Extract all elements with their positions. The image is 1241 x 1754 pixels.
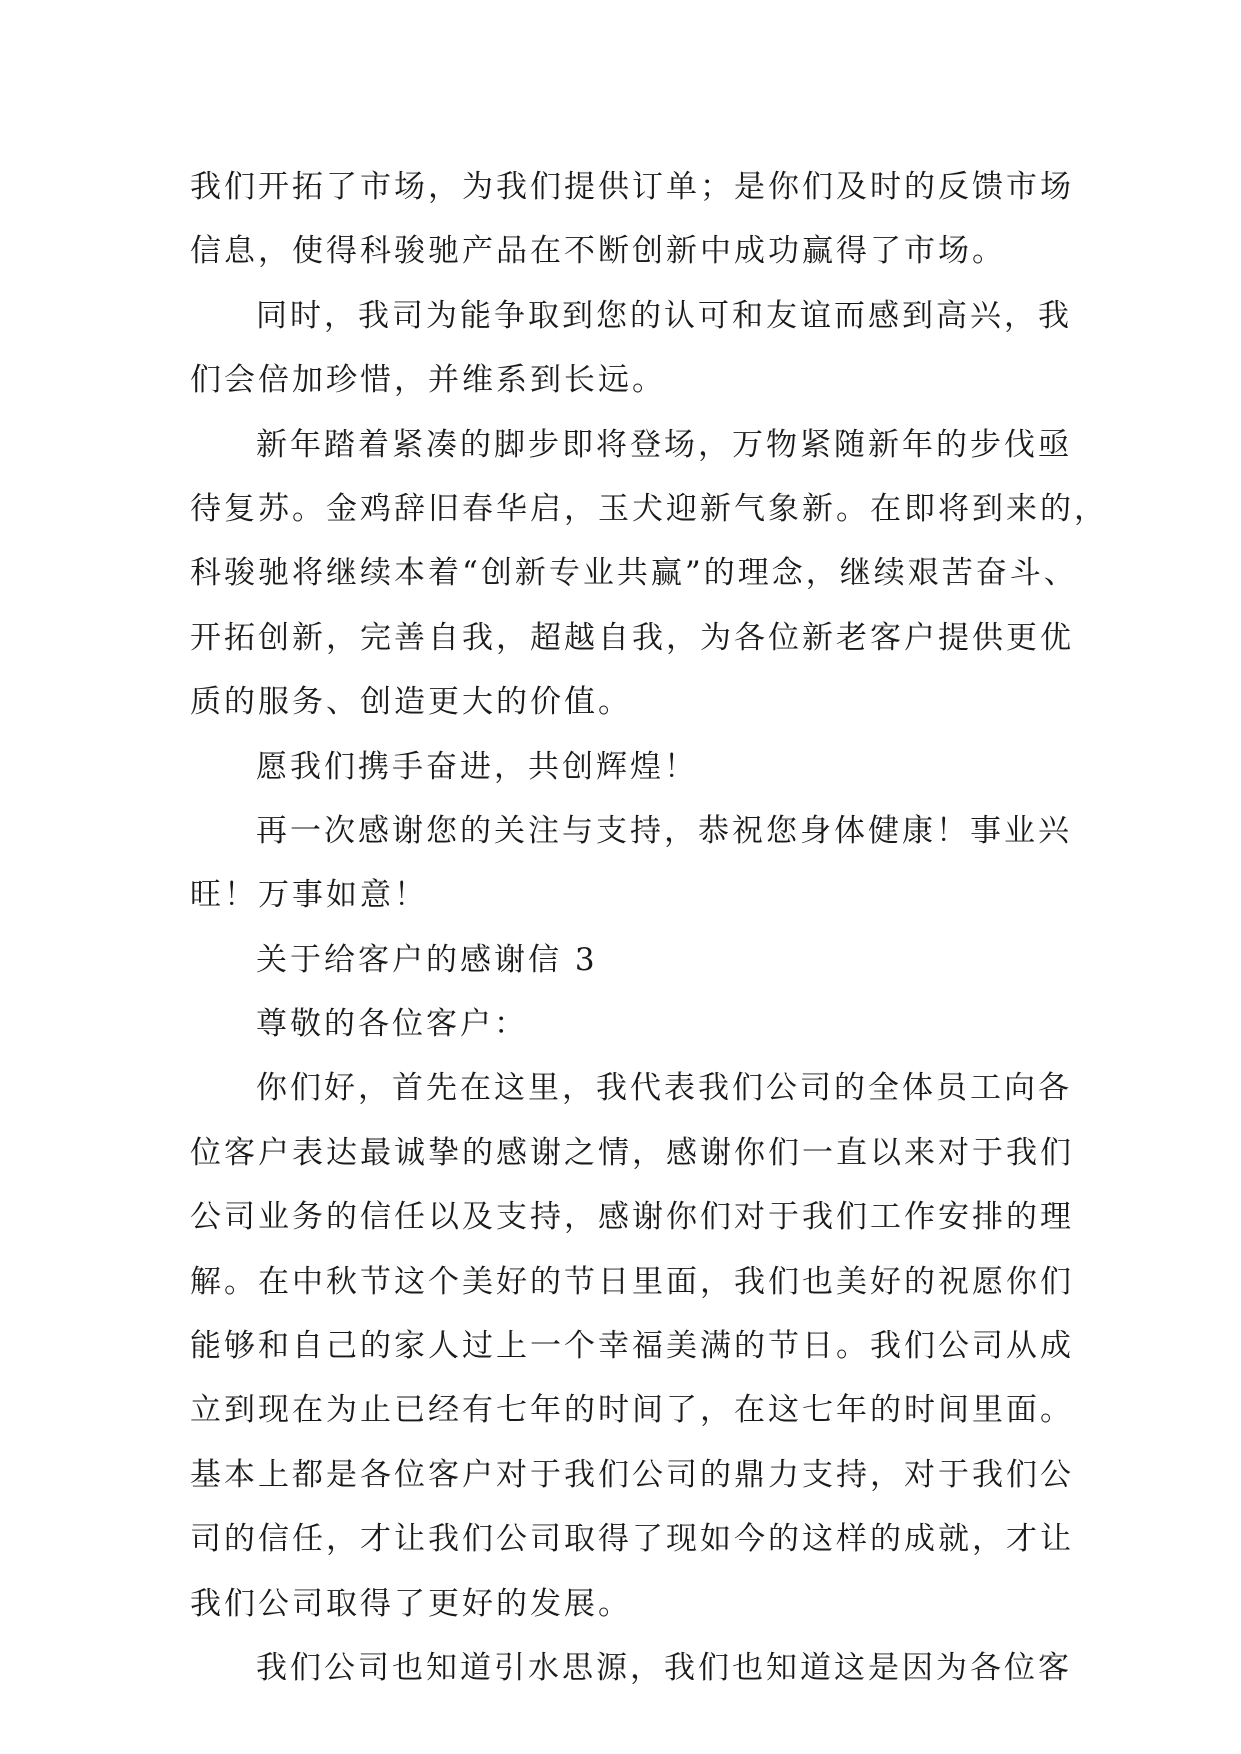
text-line: 我们公司取得了更好的发展。 (190, 1585, 632, 1622)
text-line: 立到现在为止已经有七年的时间了，在这七年的时间里面。 (190, 1392, 1074, 1429)
text-line: 质的服务、创造更大的价值。 (190, 684, 632, 721)
text-line: 我们开拓了市场，为我们提供订单；是你们及时的反馈市场 (190, 169, 1074, 205)
paragraph-start-line: 你们好，首先在这里，我代表我们公司的全体员工向各 (256, 1070, 1072, 1107)
text-line: 司的信任，才让我们公司取得了现如今的这样的成就，才让 (190, 1521, 1074, 1558)
paragraph-start-line: 愿我们携手奋进，共创辉煌！ (256, 748, 698, 785)
text-line: 旺！万事如意！ (190, 877, 428, 914)
text-line: 开拓创新，完善自我，超越自我，为各位新老客户提供更优 (190, 619, 1074, 656)
text-line: 们会倍加珍惜，并维系到长远。 (190, 362, 666, 399)
letter-heading: 关于给客户的感谢信 3 (256, 941, 598, 978)
letter-salutation: 尊敬的各位客户： (256, 1006, 528, 1043)
text-line: 能够和自己的家人过上一个幸福美满的节日。我们公司从成 (190, 1328, 1074, 1365)
text-line: 基本上都是各位客户对于我们公司的鼎力支持，对于我们公 (190, 1456, 1074, 1493)
text-line: 解。在中秋节这个美好的节日里面，我们也美好的祝愿你们 (190, 1263, 1074, 1300)
text-line: 位客户表达最诚挚的感谢之情，感谢你们一直以来对于我们 (190, 1134, 1074, 1171)
text-line: 科骏驰将继续本着“创新专业共赢”的理念，继续艰苦奋斗、 (190, 555, 1078, 592)
paragraph-start-line: 新年踏着紧凑的脚步即将登场，万物紧随新年的步伐亟 (256, 426, 1072, 463)
paragraph-start-line: 我们公司也知道引水思源，我们也知道这是因为各位客 (256, 1649, 1072, 1686)
text-line: 信息，使得科骏驰产品在不断创新中成功赢得了市场。 (190, 233, 1006, 270)
paragraph-start-line: 同时，我司为能争取到您的认可和友谊而感到高兴，我 (256, 297, 1072, 334)
text-line: 待复苏。金鸡辞旧春华启，玉犬迎新气象新。在即将到来的， (190, 490, 1108, 527)
letter-body (190, 155, 1108, 1700)
paragraph-start-line: 再一次感谢您的关注与支持，恭祝您身体健康！事业兴 (256, 812, 1072, 849)
text-line: 公司业务的信任以及支持，感谢你们对于我们工作安排的理 (190, 1199, 1074, 1236)
